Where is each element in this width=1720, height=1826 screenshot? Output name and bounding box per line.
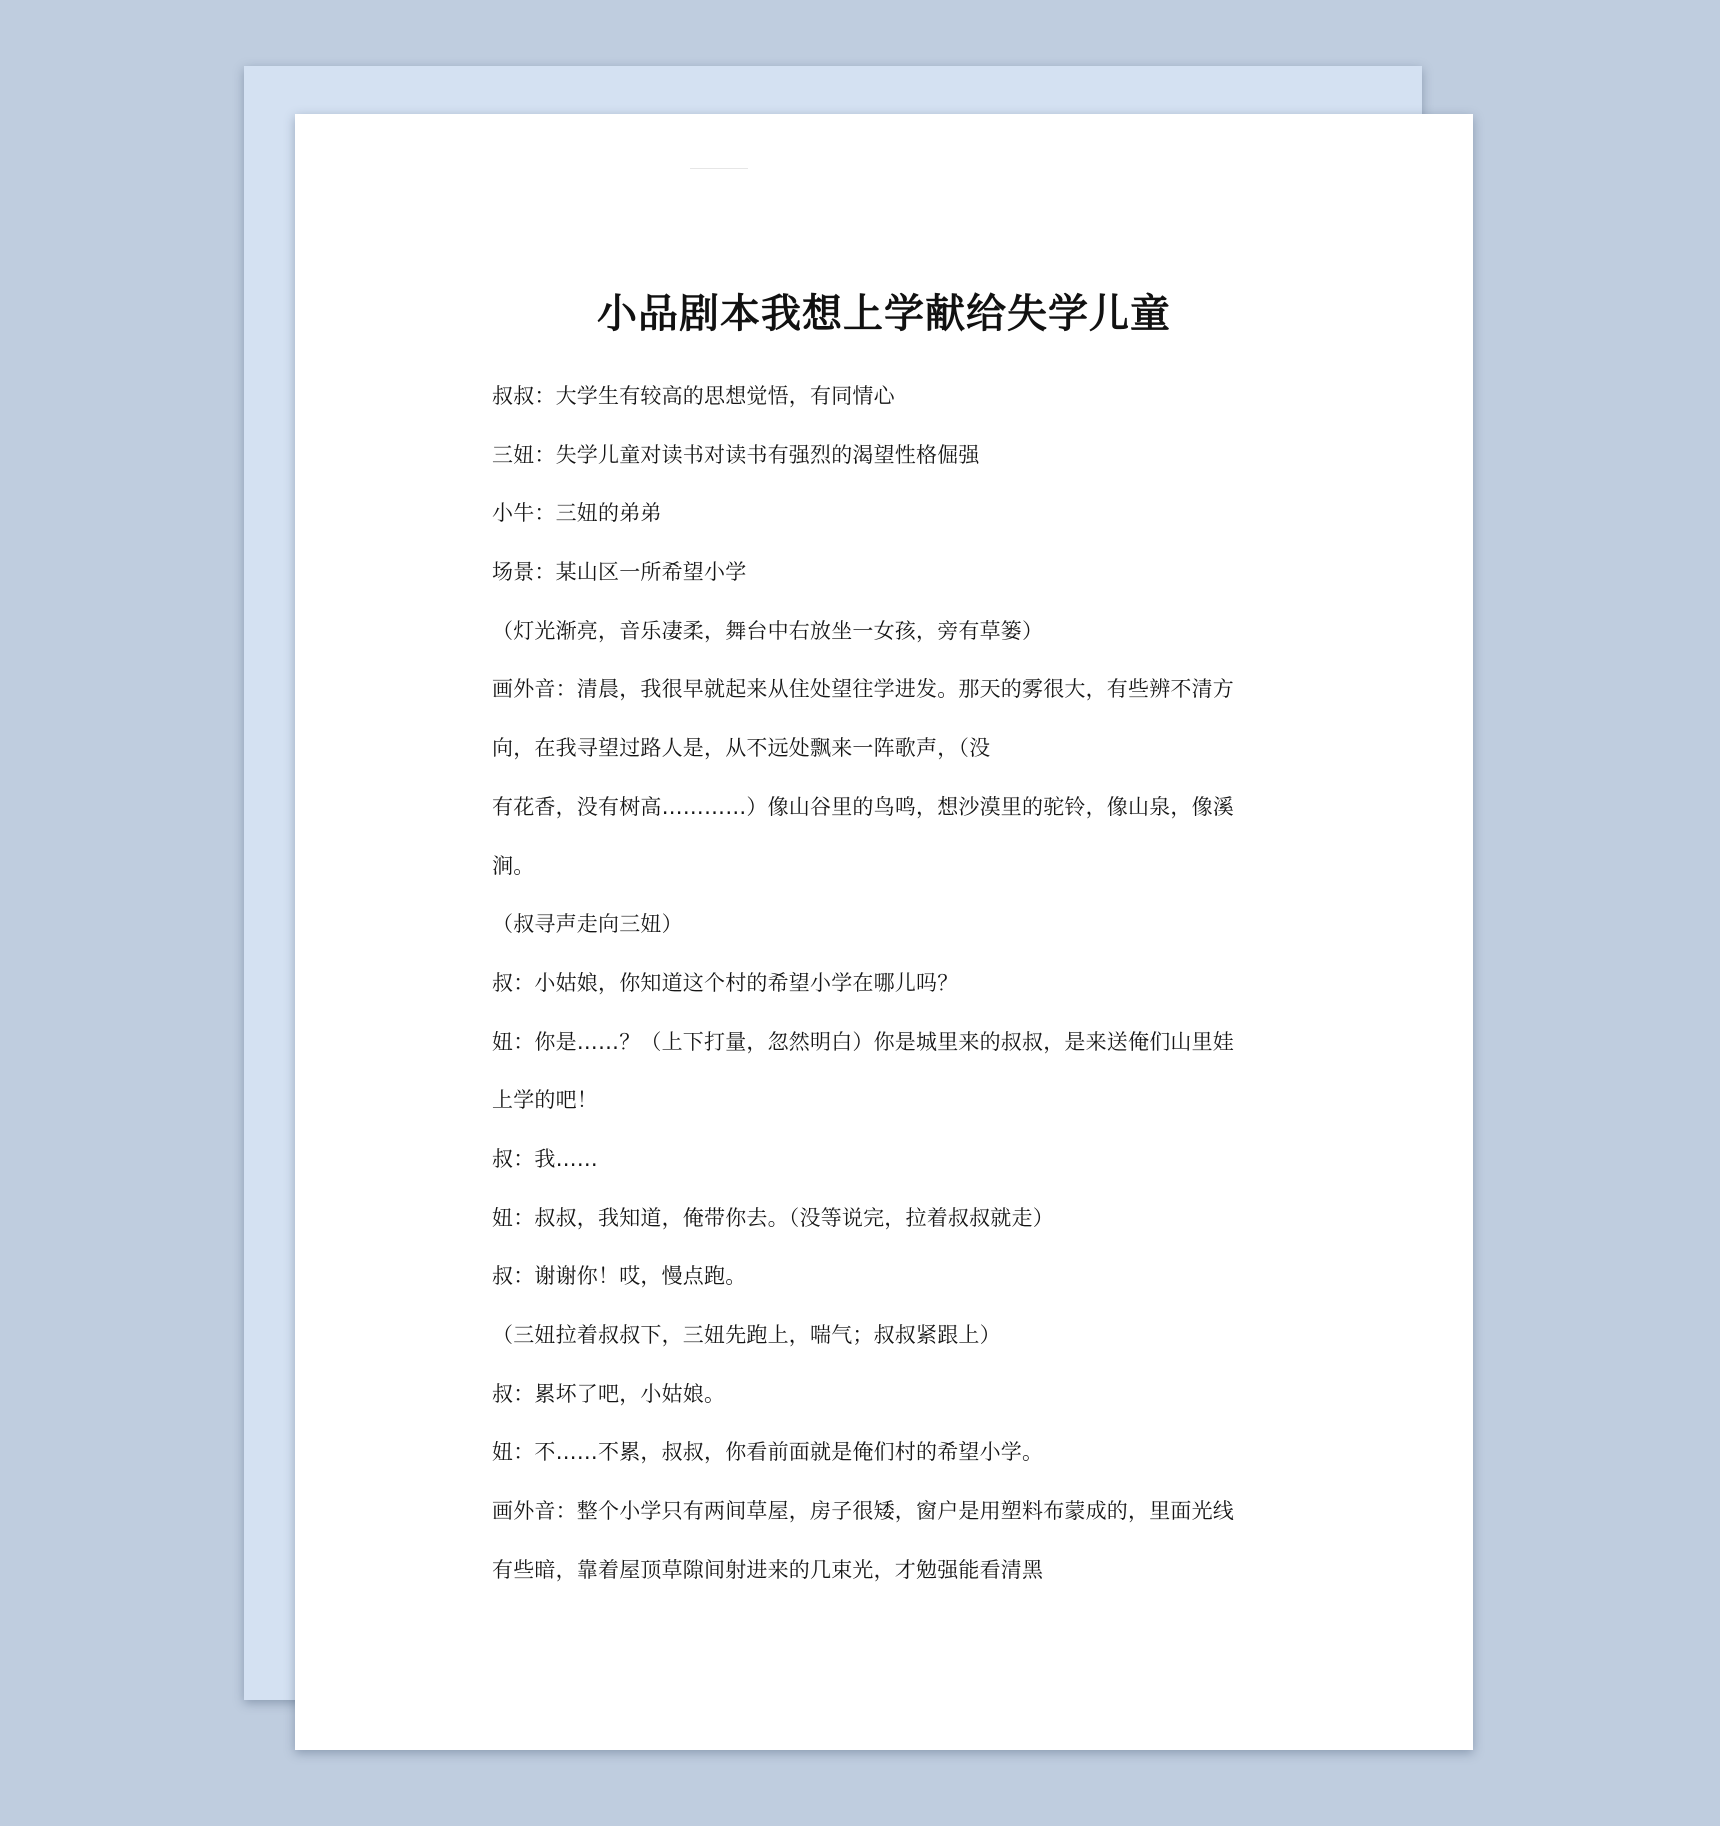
script-line: 三妞：失学儿童对读书对读书有强烈的渴望性格倔强 bbox=[492, 442, 980, 467]
script-line: 有花香，没有树高…………）像山谷里的鸟鸣，想沙漠里的驼铃，像山泉，像溪 bbox=[492, 794, 1234, 819]
script-line: 叔：我…… bbox=[492, 1146, 598, 1171]
script-line: 向，在我寻望过路人是，从不远处飘来一阵歌声，（没 bbox=[492, 736, 991, 761]
script-line: 涧。 bbox=[492, 853, 535, 878]
script-line: 叔：累坏了吧，小姑娘。 bbox=[492, 1381, 726, 1406]
script-line: 叔叔：大学生有较高的思想觉悟，有同情心 bbox=[492, 384, 895, 408]
script-line: 妞：你是……？（上下打量，忽然明白）你是城里来的叔叔，是来送俺们山里娃 bbox=[492, 1029, 1234, 1054]
script-line: 上学的吧！ bbox=[492, 1088, 598, 1113]
script-body bbox=[492, 367, 1292, 1599]
script-line: 叔：谢谢你！哎，慢点跑。 bbox=[492, 1264, 747, 1289]
script-line: （三妞拉着叔叔下，三妞先跑上，喘气；叔叔紧跟上） bbox=[492, 1323, 1001, 1347]
script-line: 小牛：三妞的弟弟 bbox=[492, 501, 662, 526]
document-page bbox=[295, 114, 1473, 1750]
script-line: 画外音：清晨，我很早就起来从住处望往学进发。那天的雾很大，有些辨不清方 bbox=[492, 677, 1234, 702]
script-line: 画外音：整个小学只有两间草屋，房子很矮，窗户是用塑料布蒙成的，里面光线 bbox=[492, 1499, 1234, 1524]
header-divider bbox=[690, 168, 748, 169]
script-line: （叔寻声走向三妞） bbox=[492, 912, 683, 937]
script-line: 妞：不……不累，叔叔，你看前面就是俺们村的希望小学。 bbox=[492, 1440, 1044, 1465]
script-line: 妞：叔叔，我知道，俺带你去。（没等说完，拉着叔叔就走） bbox=[492, 1205, 1054, 1230]
script-line: 叔：小姑娘，你知道这个村的希望小学在哪儿吗？ bbox=[492, 970, 959, 995]
document-title: 小品剧本我想上学献给失学儿童 bbox=[597, 291, 1171, 337]
script-line: 场景：某山区一所希望小学 bbox=[492, 560, 747, 585]
script-line: 有些暗，靠着屋顶草隙间射进来的几束光，才勉强能看清黑 bbox=[492, 1557, 1044, 1582]
script-line: （灯光渐亮，音乐凄柔，舞台中右放坐一女孩，旁有草篓） bbox=[492, 618, 1044, 643]
